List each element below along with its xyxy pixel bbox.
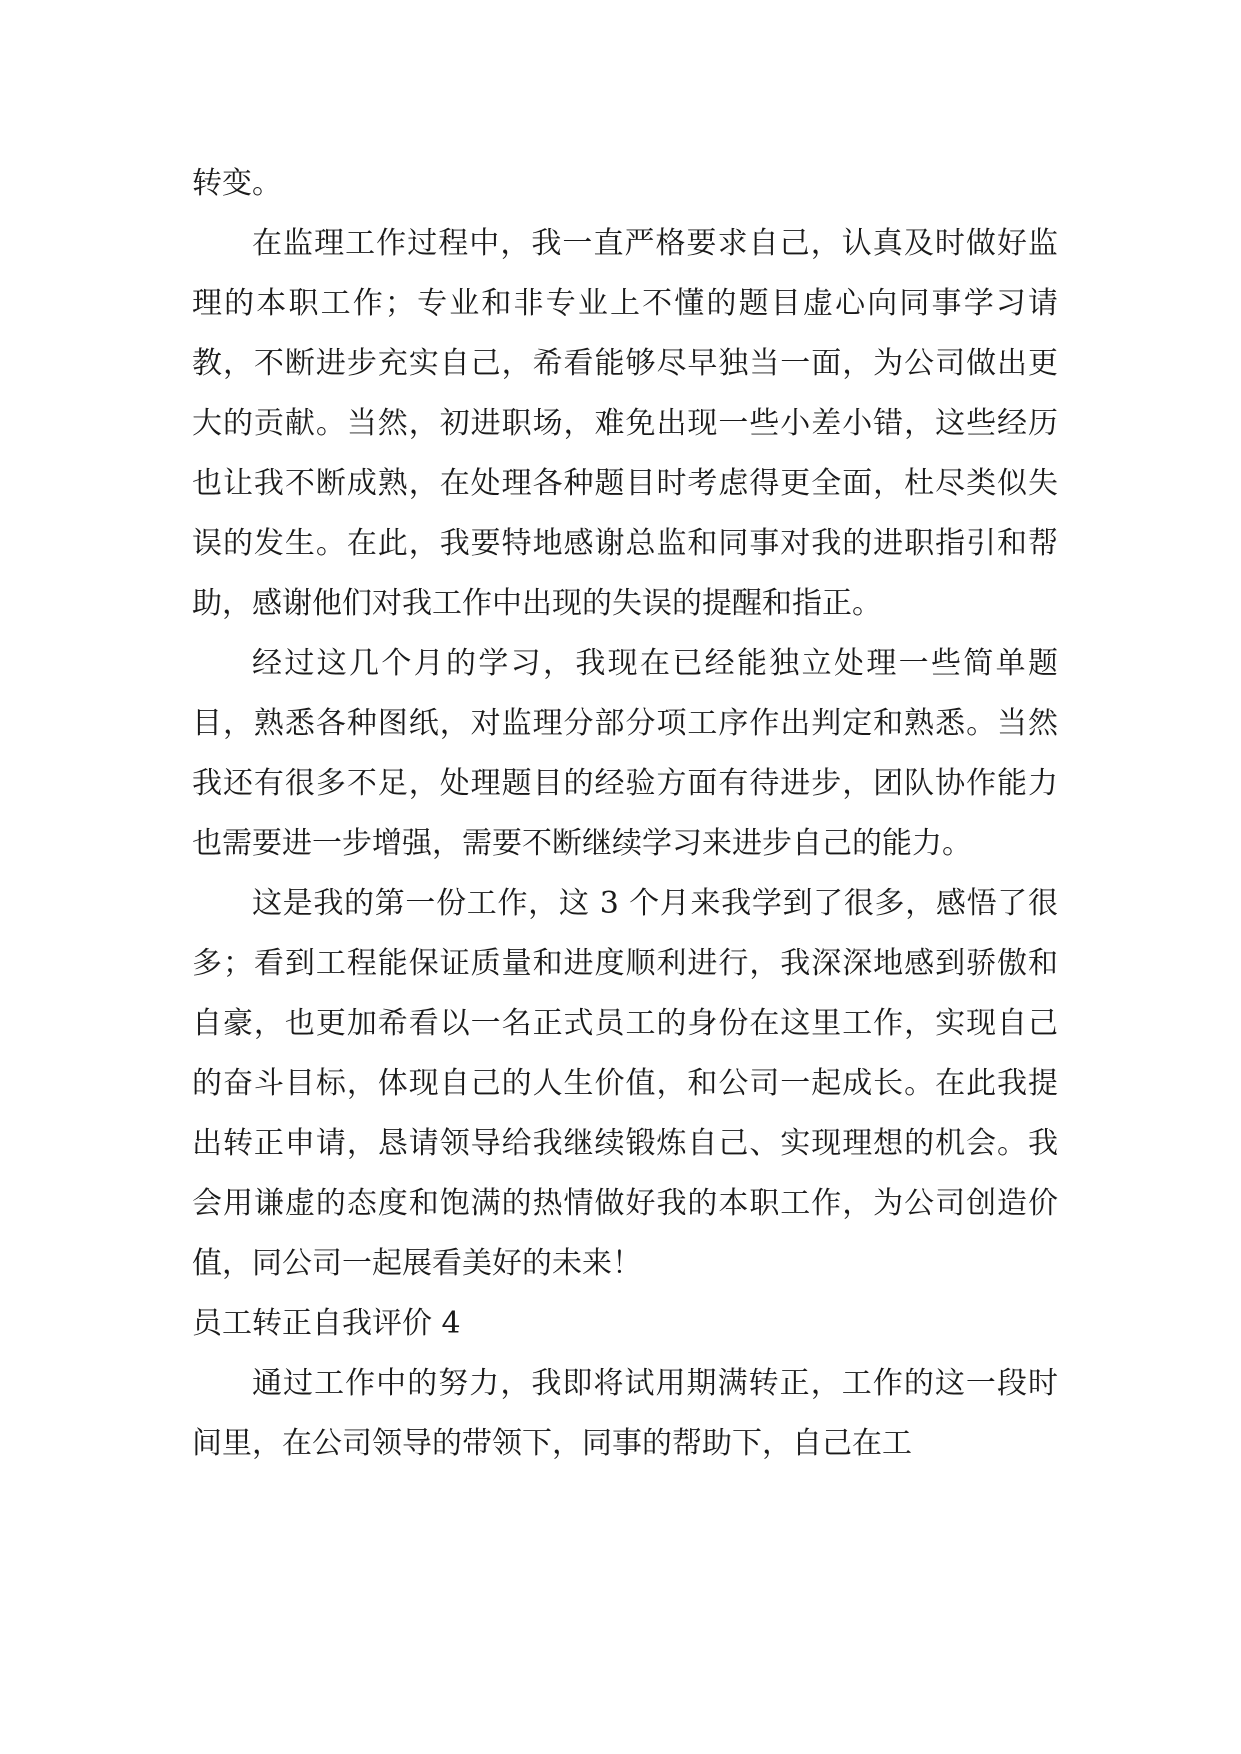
document-body (192, 154, 1058, 1474)
paragraph-supervision-work: 在监理工作过程中，我一直严格要求自己，认真及时做好监理的本职工作；专业和非专业上不懂的题目虚心向同事学习请教，不断进步充实自己，希看能够尽早独当一面，为公司做出更大的贡献。当然，初进职场，难免出现一些小差小错，这些经历也让我不断成熟，在处理各种题目时考虑得更全面，杜尽类似失误的发生。在此，我要特地感谢总监和同事对我的进职指引和帮助，感谢他们对我工作中出现的失误的提醒和指正。 (192, 226, 1058, 621)
paragraph-first-job: 这是我的第一份工作，这 3 个月来我学到了很多，感悟了很多；看到工程能保证质量和进度顺利进行，我深深地感到骄傲和自豪，也更加希看以一名正式员工的身份在这里工作，实现自己的奋斗目标，体现自己的人生价值，和公司一起成长。在此我提出转正申请，恳请领导给我继续锻炼自己、实现理想的机会。我会用谦虚的态度和饱满的热情做好我的本职工作，为公司创造价值，同公司一起展看美好的未来！ (192, 886, 1058, 1281)
paragraph-learning-progress: 经过这几个月的学习，我现在已经能独立处理一些简单题目，熟悉各种图纸，对监理分部分项工序作出判定和熟悉。当然我还有很多不足，处理题目的经验方面有待进步，团队协作能力也需要进一步增强，需要不断继续学习来进步自己的能力。 (192, 646, 1058, 861)
section-heading: 员工转正自我评价 4 (192, 1306, 461, 1341)
paragraph-continuation: 转变。 (192, 166, 282, 201)
paragraph-probation-intro: 通过工作中的努力，我即将试用期满转正，工作的这一段时间里，在公司领导的带领下，同事的帮助下，自己在工 (192, 1366, 1058, 1461)
